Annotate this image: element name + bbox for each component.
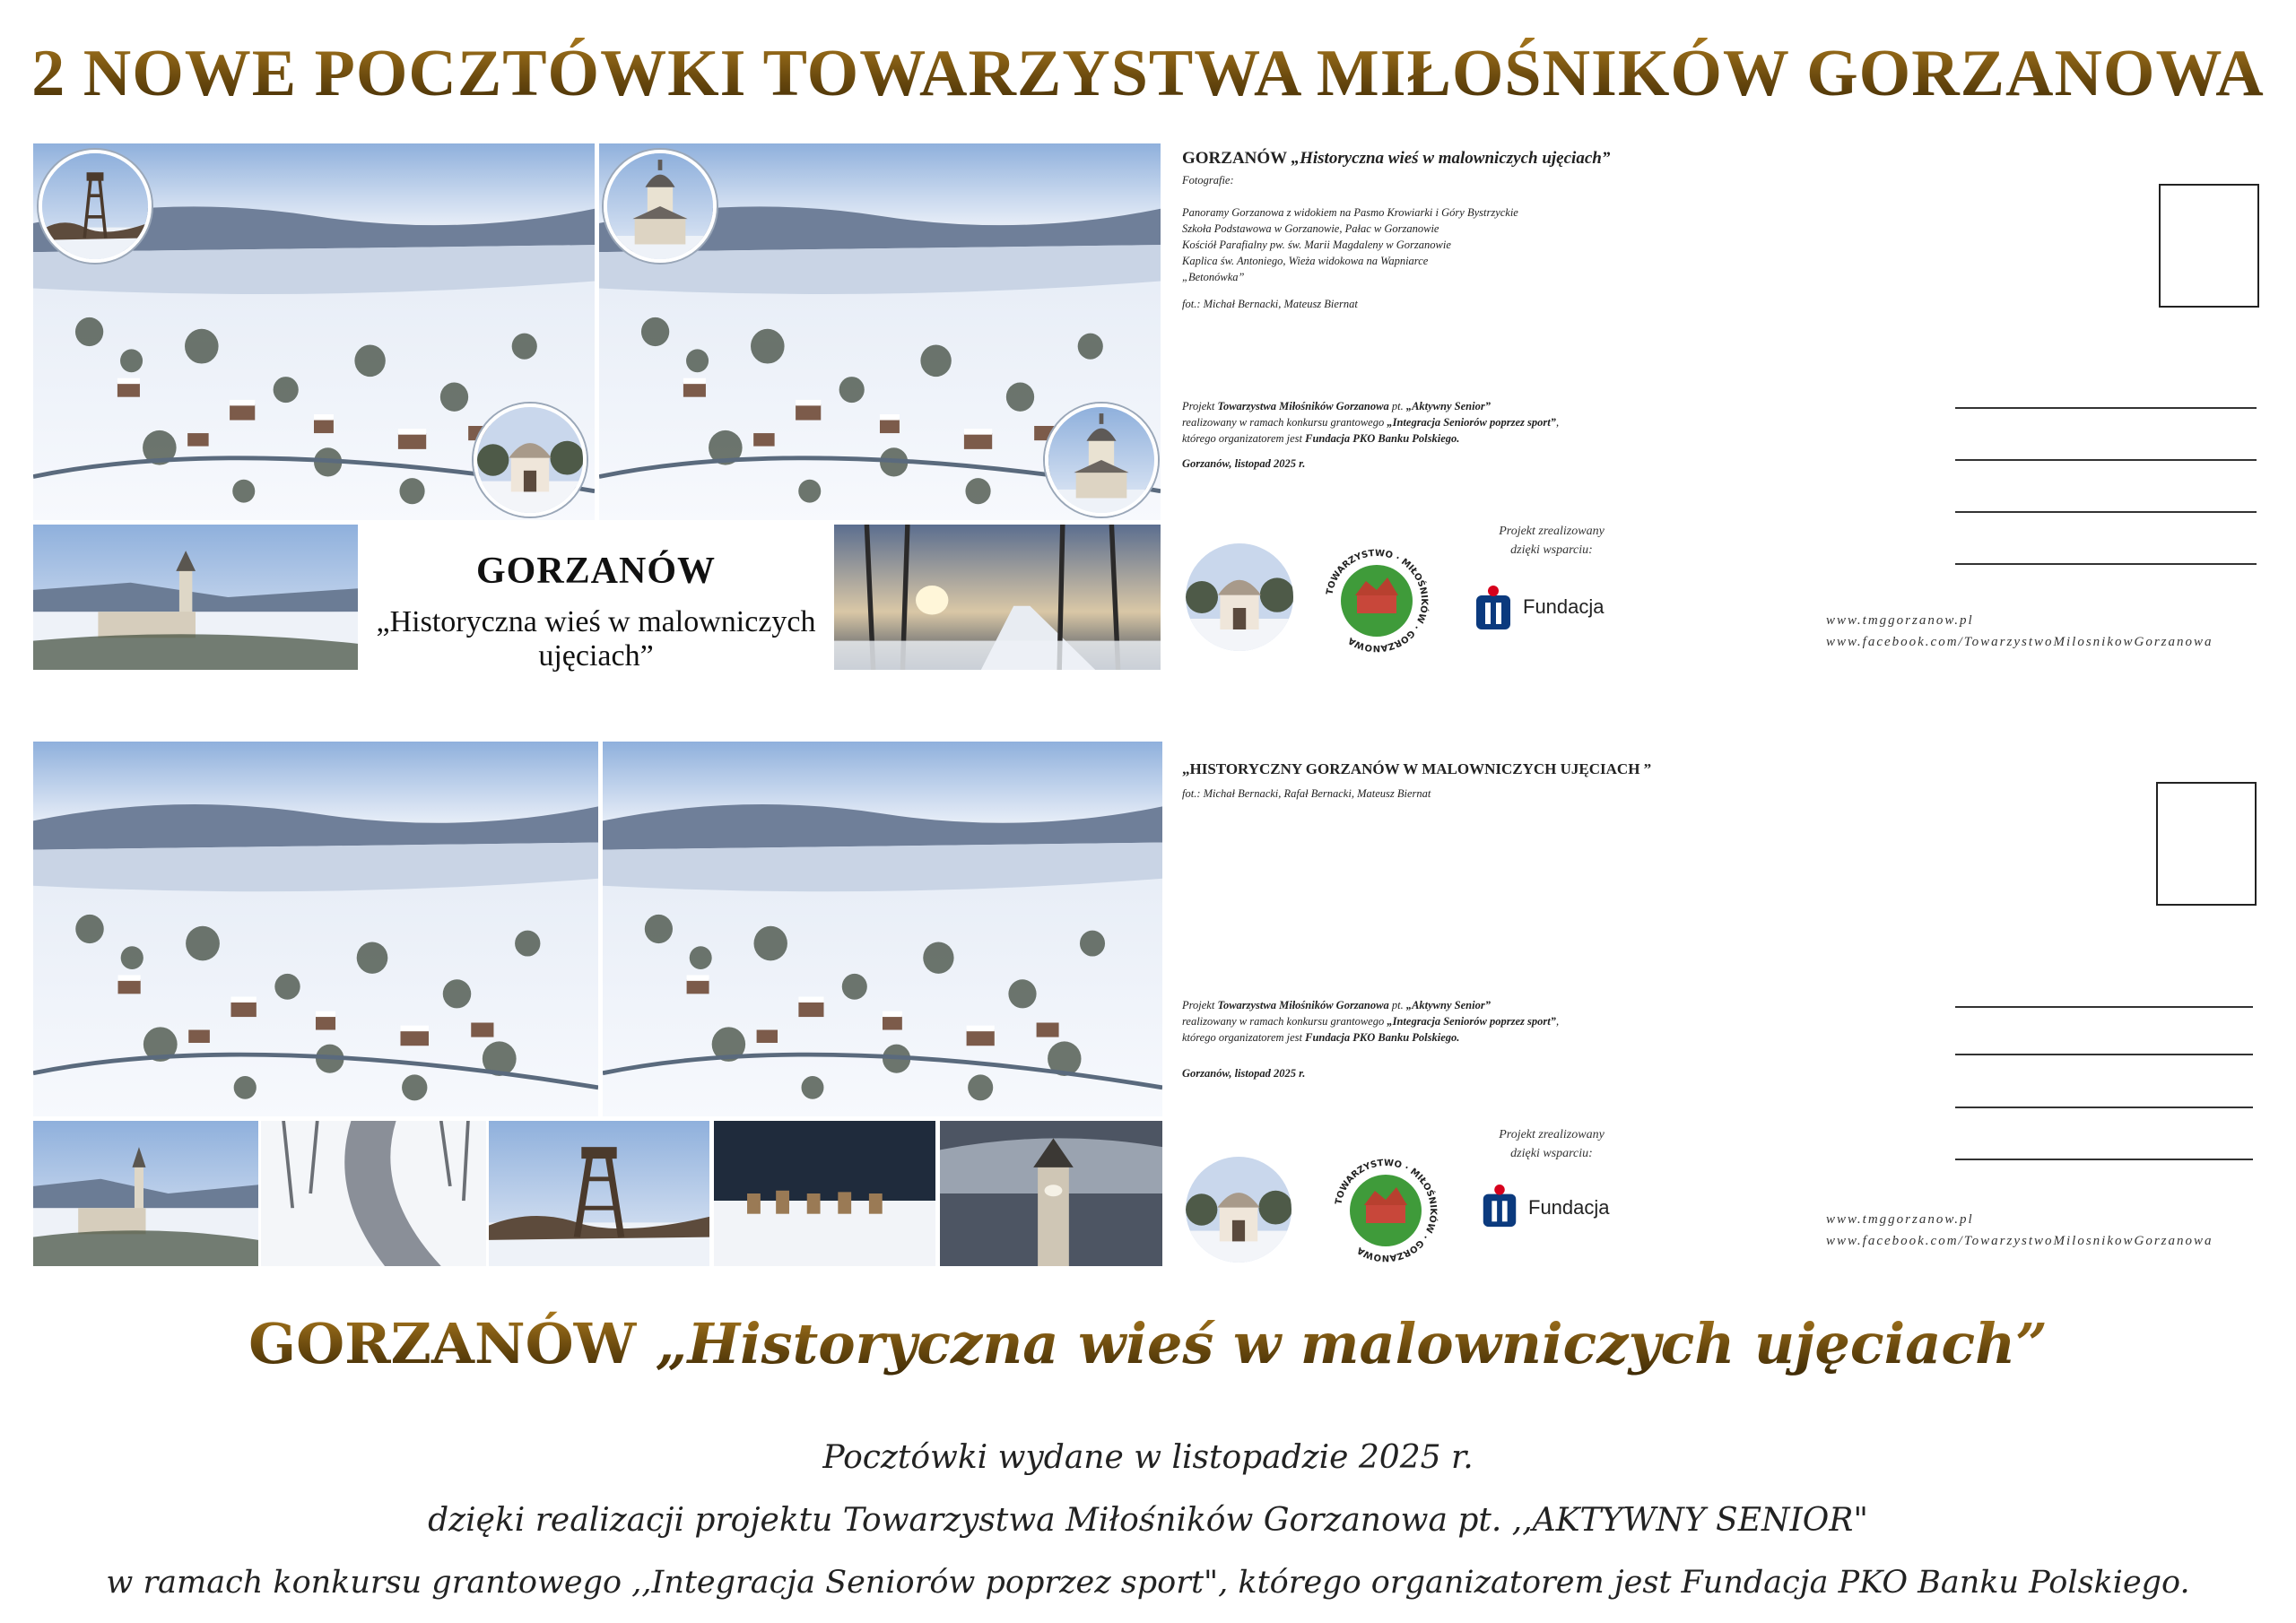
footer-line-3: w ramach konkursu grantowego ,,Integracja Seniorów poprzez sport", którego organizatorem jest Fundacja PKO Banku Polskiego. <box>106 1565 2190 1601</box>
deer-photo <box>714 1121 935 1266</box>
pko-logo-icon <box>1471 585 1516 633</box>
project-text: Projekt Towarzystwa Miłośników Gorzanowa pt. „Aktywny Senior” realizowany w ramach konkursu grantowego „Integracja Seniorów poprzez sport”, którego organizatorem jest Fundacja PKO Banku Polskiego. <box>1182 999 1560 1044</box>
school-building-photo <box>1186 1157 1292 1263</box>
clock-tower-photo <box>940 1121 1162 1266</box>
project-text: Projekt Towarzystwa Miłośników Gorzanowa pt. „Aktywny Senior” realizowany w ramach konkursu grantowego „Integracja Seniorów poprzez sport”, którego organizatorem jest Fundacja PKO Banku Polskiego. <box>1182 400 1560 445</box>
support-note: Projekt zrealizowany dzięki wsparciu: <box>1499 525 1605 557</box>
front-title-tile <box>358 525 834 673</box>
church-panorama-photo <box>33 1121 258 1266</box>
date-line: Gorzanów, listopad 2025 r. <box>1182 457 1306 470</box>
stamp-box <box>2156 782 2257 906</box>
stamp-box <box>2159 184 2259 308</box>
church-tower-photo <box>1045 404 1158 516</box>
panorama-photo <box>33 525 358 670</box>
river-photo <box>261 1121 486 1266</box>
svg-text:TOWARZYSTWO · MIŁOŚNIKÓW · GOR: TOWARZYSTWO · MIŁOŚNIKÓW · GORZANOWA <box>1325 548 1430 654</box>
chapel-photo <box>474 404 587 516</box>
postcard-series-title: GORZANÓW „Historyczna wieś w malowniczych ujęciach” <box>0 1311 2296 1376</box>
back-heading: „HISTORYCZNY GORZANÓW W MALOWNICZYCH UJĘCIACH ” <box>1182 760 1652 777</box>
photos-label: Fotografie: <box>1182 174 1234 187</box>
address-line <box>1955 563 2257 565</box>
photo-credit: fot.: Michał Bernacki, Rafał Bernacki, Mateusz Biernat <box>1182 787 1431 800</box>
fundacja-label: Fundacja <box>1528 1196 1610 1219</box>
winter-panorama-photo <box>603 742 1162 1116</box>
observation-tower-photo <box>39 150 152 263</box>
postcard-1-back <box>1182 149 1864 472</box>
footer-line-1: Pocztówki wydane w listopadzie 2025 r. <box>822 1439 1474 1476</box>
photo-credit: fot.: Michał Bernacki, Mateusz Biernat <box>1182 298 1358 310</box>
front-subtitle: „Historyczna wieś w malowniczych ujęciach” <box>376 605 816 673</box>
front-title: GORZANÓW <box>475 551 716 592</box>
website-links: www.tmggorzanow.pl www.facebook.com/TowarzystwoMilosnikowGorzanowa <box>1826 613 2213 649</box>
church-photo <box>604 150 717 263</box>
fundacja-label: Fundacja <box>1523 595 1605 618</box>
address-line <box>1955 1054 2253 1055</box>
back-heading: GORZANÓW „Historyczna wieś w malowniczych ujęciach” <box>1182 149 1611 168</box>
society-logo-icon <box>1314 538 1439 664</box>
postcard-2-back <box>1182 760 1864 1081</box>
address-line <box>1955 1107 2253 1108</box>
website-links: www.tmggorzanow.pl www.facebook.com/TowarzystwoMilosnikowGorzanowa <box>1826 1212 2213 1248</box>
address-line <box>1955 407 2257 409</box>
address-line <box>1955 1006 2253 1008</box>
address-line <box>1955 459 2257 461</box>
address-line <box>1955 1159 2253 1160</box>
page-title: 2 NOWE POCZTÓWKI TOWARZYSTWA MIŁOŚNIKÓW GORZANOWA <box>0 36 2296 112</box>
support-note: Projekt zrealizowany dzięki wsparciu: <box>1499 1128 1605 1160</box>
date-line: Gorzanów, listopad 2025 r. <box>1182 1067 1306 1080</box>
observation-tower-photo <box>489 1121 709 1266</box>
pko-logo-icon <box>1478 1184 1521 1230</box>
school-building-photo <box>1186 543 1293 651</box>
footer-line-2: dzięki realizacji projektu Towarzystwa Miłośników Gorzanowa pt. ,,AKTYWNY SENIOR" <box>428 1502 1868 1539</box>
address-line <box>1955 511 2257 513</box>
road-photo <box>834 525 1161 670</box>
svg-text:TOWARZYSTWO · MIŁOŚNIKÓW · GOR: TOWARZYSTWO · MIŁOŚNIKÓW · GORZANOWA <box>1334 1158 1439 1263</box>
winter-village-photo <box>33 742 598 1116</box>
society-logo-icon <box>1323 1148 1448 1273</box>
photo-list: Panoramy Gorzanowa z widokiem na Pasmo Krowiarki i Góry Bystrzyckie Szkoła Podstawowa w Gorzanowie, Pałac w Gorzanowie Kościół Parafialny pw. św. Marii Magdaleny w Gorzanowie Kaplica św. Antoniego, Wieża widokowa na Wapniarce „Betonówka” <box>1182 206 1518 283</box>
